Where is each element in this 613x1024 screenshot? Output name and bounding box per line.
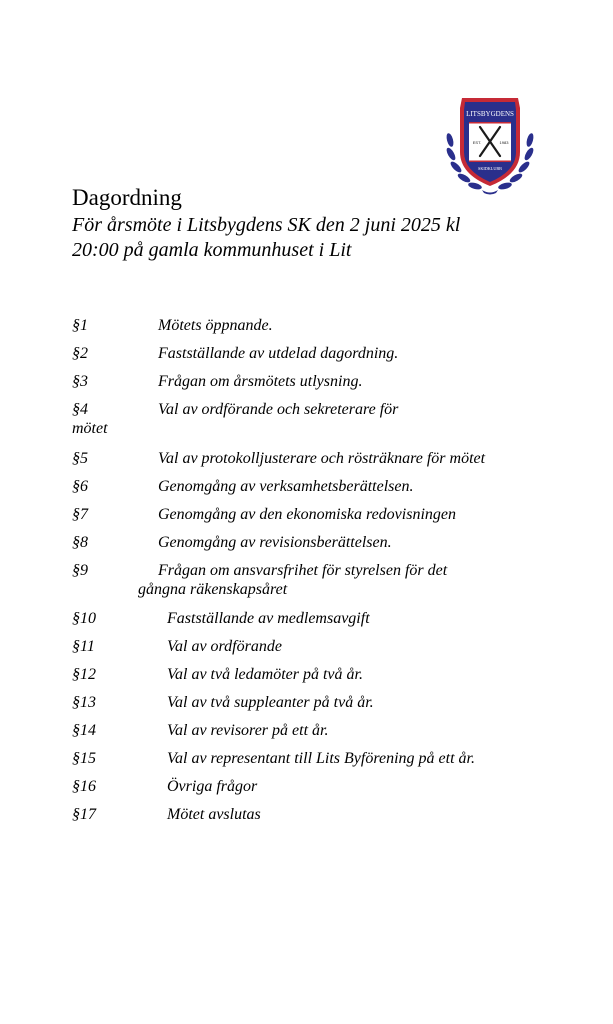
agenda-item-number: §15	[72, 750, 96, 767]
logo-club-type: SKIDKLUBB	[478, 166, 502, 171]
agenda-item-number: §3	[72, 373, 88, 390]
agenda-item-text: Frågan om årsmötets utlysning.	[158, 373, 363, 390]
agenda-item-text: Övriga frågor	[167, 778, 258, 795]
page-title: Dagordning	[72, 185, 182, 210]
agenda-item-text: Mötet avslutas	[167, 806, 261, 823]
agenda-item-continuation: mötet	[72, 420, 108, 437]
agenda-item-text: Mötets öppnande.	[158, 317, 273, 334]
agenda-item-number: §12	[72, 666, 96, 683]
agenda-item-number: §2	[72, 345, 88, 362]
logo-est-year: 1983	[499, 140, 509, 145]
agenda-item-text: Val av revisorer på ett år.	[167, 722, 329, 739]
agenda-item-number: §11	[72, 638, 95, 655]
agenda-item-text: Val av två suppleanter på två år.	[167, 694, 374, 711]
logo-club-name: LITSBYGDENS	[466, 110, 514, 118]
agenda-item-text: Val av protokolljusterare och rösträknare för mötet	[158, 450, 486, 467]
agenda-item-text: Val av representant till Lits Byförening på ett år.	[167, 750, 475, 767]
agenda-item-text: Fastställande av medlemsavgift	[167, 610, 370, 627]
agenda-item-text: Frågan om ansvarsfrihet för styrelsen för det	[158, 562, 448, 579]
agenda-item-number: §4	[72, 401, 88, 418]
agenda-item	[0, 805, 613, 845]
agenda-item	[0, 400, 613, 440]
agenda-item-number: §6	[72, 478, 88, 495]
agenda-item-text: Val av ordförande och sekreterare för	[158, 401, 399, 418]
agenda-item-number: §16	[72, 778, 96, 795]
agenda-item-number: §5	[72, 450, 88, 467]
agenda-item-number: §1	[72, 317, 88, 334]
agenda-item-number: §14	[72, 722, 96, 739]
agenda-item-number: §8	[72, 534, 88, 551]
agenda-item-number: §7	[72, 506, 88, 523]
agenda-item-number: §13	[72, 694, 96, 711]
agenda-item-text: Fastställande av utdelad dagordning.	[158, 345, 399, 362]
agenda-item-text: Genomgång av revisionsberättelsen.	[158, 534, 392, 551]
agenda-item	[0, 561, 613, 601]
agenda-item-text: Genomgång av verksamhetsberättelsen.	[158, 478, 414, 495]
agenda-item-text: Val av ordförande	[167, 638, 282, 655]
agenda-item-number: §10	[72, 610, 96, 627]
agenda-item-text: Val av två ledamöter på två år.	[167, 666, 363, 683]
agenda-item-text: Genomgång av den ekonomiska redovisningen	[158, 506, 456, 523]
agenda-item-number: §9	[72, 562, 88, 579]
agenda-item-number: §17	[72, 806, 96, 823]
logo-est-label: EST.	[472, 140, 482, 145]
subtitle-line-2: 20:00 på gamla kommunhuset i Lit	[72, 239, 352, 261]
agenda-item-continuation: gångna räkenskapsåret	[138, 581, 288, 598]
subtitle-line-1: För årsmöte i Litsbygdens SK den 2 juni 2025 kl	[72, 214, 461, 236]
